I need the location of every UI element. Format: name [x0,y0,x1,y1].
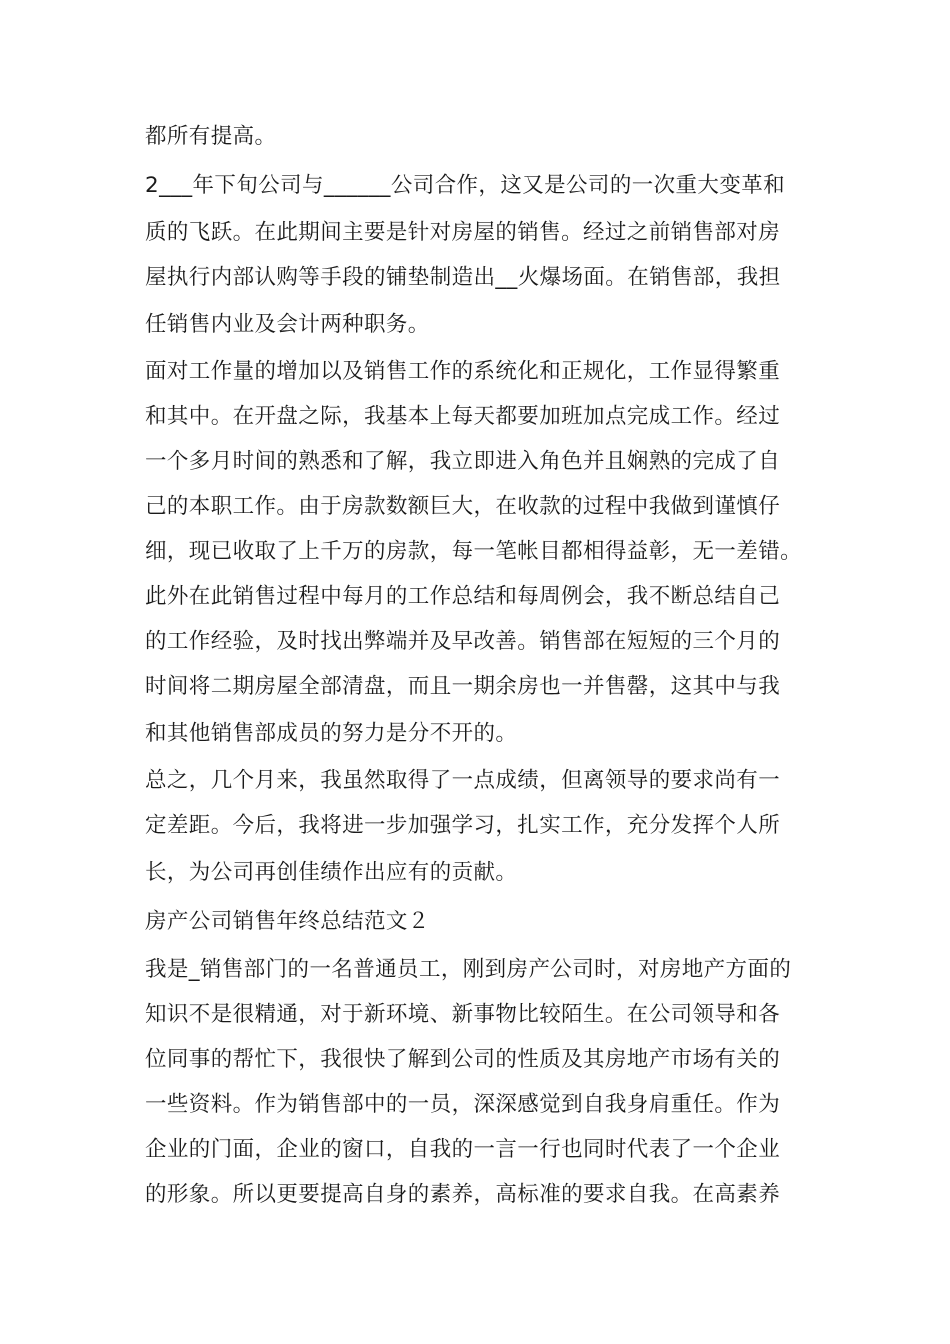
text-line: 2___年下旬公司与______公司合作，这又是公司的一次重大变革和 [145,173,786,198]
text-line: 此外在此销售过程中每月的工作总结和每周例会，我不断总结自己 [145,584,781,609]
text-line: 都所有提高。 [145,124,277,149]
text-line: 我是_销售部门的一名普通员工，刚到房产公司时，对房地产方面的 [145,957,792,982]
text-line: 一个多月时间的熟悉和了解，我立即进入角色并且娴熟的完成了自 [145,449,781,474]
section-heading: 房产公司销售年终总结范文２ [145,909,430,934]
text-line: 总之，几个月来，我虽然取得了一点成绩，但离领导的要求尚有一 [145,768,781,793]
text-line: 一些资料。作为销售部中的一员，深深感觉到自我身肩重任。作为 [145,1092,781,1117]
text-line: 企业的门面，企业的窗口，自我的一言一行也同时代表了一个企业 [145,1137,781,1162]
text-line: 的工作经验，及时找出弊端并及早改善。销售部在短短的三个月的 [145,629,781,654]
text-line: 质的飞跃。在此期间主要是针对房屋的销售。经过之前销售部对房 [145,220,781,245]
text-line: 时间将二期房屋全部清盘，而且一期余房也一并售罄，这其中与我 [145,674,781,699]
text-line: 知识不是很精通，对于新环境、新事物比较陌生。在公司领导和各 [145,1002,781,1027]
text-line: 任销售内业及会计两种职务。 [145,312,430,337]
text-line: 的形象。所以更要提高自身的素养，高标准的要求自我。在高素养 [145,1182,781,1207]
text-line: 屋执行内部认购等手段的铺垫制造出__火爆场面。在销售部，我担 [145,265,781,290]
text-line: 细，现已收取了上千万的房款，每一笔帐目都相得益彰，无一差错。 [145,539,803,564]
text-line: 位同事的帮忙下，我很快了解到公司的性质及其房地产市场有关的 [145,1047,781,1072]
text-line: 和其他销售部成员的努力是分不开的。 [145,721,518,746]
text-line: 长，为公司再创佳绩作出应有的贡献。 [145,860,518,885]
text-line: 面对工作量的增加以及销售工作的系统化和正规化，工作显得繁重 [145,359,781,384]
text-line: 己的本职工作。由于房款数额巨大，在收款的过程中我做到谨慎仔 [145,494,781,519]
text-line: 和其中。在开盘之际，我基本上每天都要加班加点完成工作。经过 [145,404,781,429]
document-body [145,112,825,1217]
text-line: 定差距。今后，我将进一步加强学习，扎实工作，充分发挥个人所 [145,813,781,838]
